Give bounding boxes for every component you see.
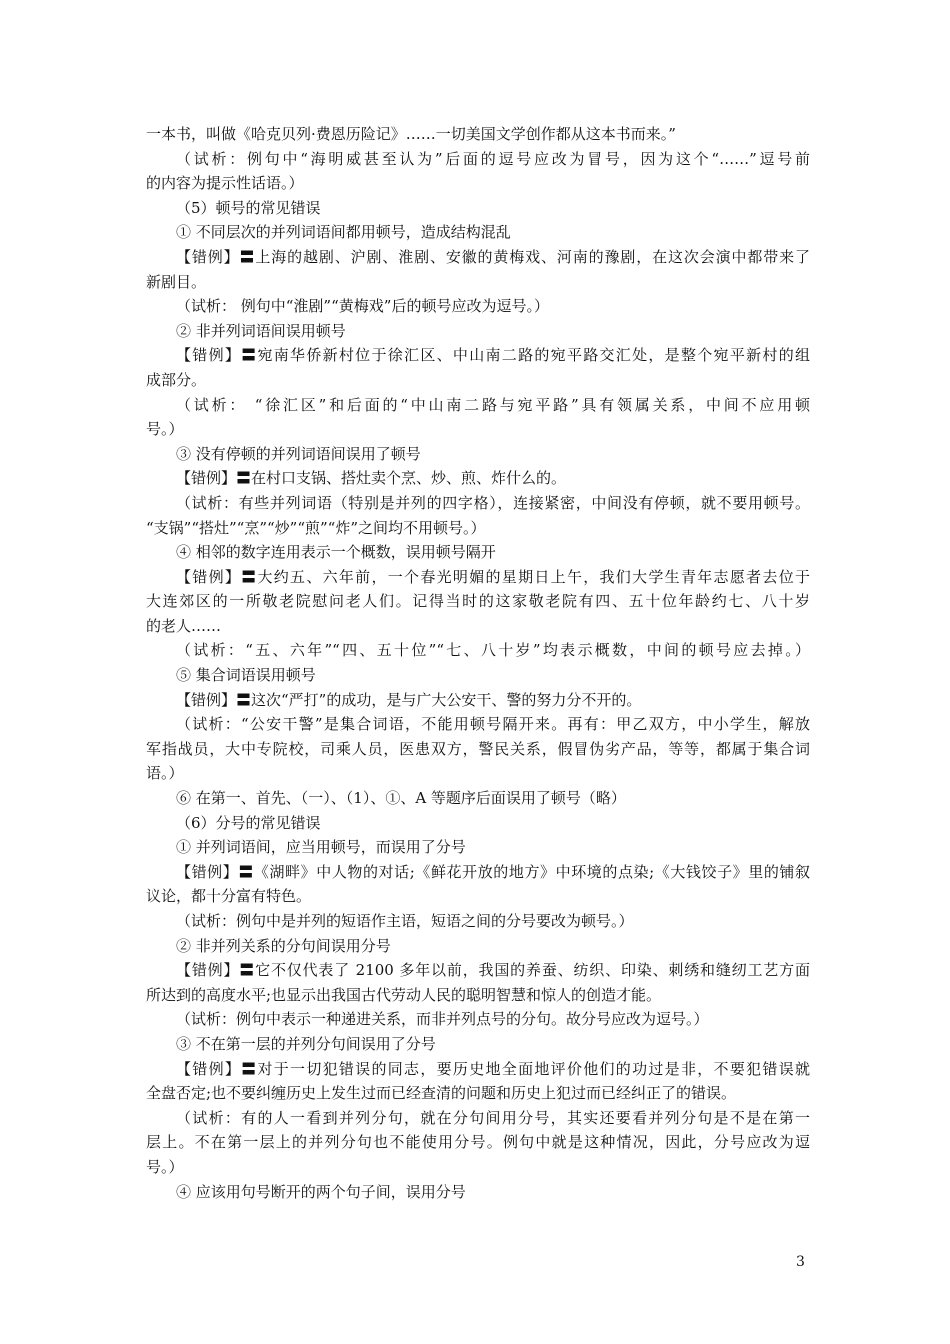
text-line: 一本书，叫做《哈克贝列·费恩历险记》……一切美国文学创作都从这本书而来。”: [146, 125, 676, 143]
text-line: 所达到的高度水平;也显示出我国古代劳动人民的聪明智慧和惊人的创造才能。: [146, 985, 662, 1004]
text-line: 议论，都十分富有特色。: [146, 887, 312, 906]
document-body: [146, 122, 810, 1204]
text-line: ④ 相邻的数字连用表示一个概数，误用顿号隔开: [176, 543, 496, 562]
text-line: 层上。不在第一层上的并列分句也不能使用分号。例句中就是这种情况，因此，分号应改为逗: [146, 1133, 810, 1152]
text-line: ② 非并列关系的分句间误用分号: [176, 936, 391, 955]
text-line: 军指战员，大中专院校，司乘人员，医患双方，警民关系，假冒伪劣产品，等等，都属于集合词: [146, 739, 810, 758]
text-line: 【错例】〓它不仅代表了 2100 多年以前，我国的养蚕、纺织、印染、刺绣和缝纫工艺方面: [176, 961, 810, 980]
text-line: ② 非并列词语间误用顿号: [176, 321, 346, 340]
text-line: ⑥ 在第一、首先、（一）、（1）、①、A 等题序后面误用了顿号（略）: [176, 789, 626, 808]
text-line: （试析：有些并列词语（特别是并列的四字格），连接紧密，中间没有停顿，就不要用顿号。: [176, 493, 810, 512]
text-line: 的老人……: [146, 616, 222, 635]
text-line: 全盘否定;也不要纠缠历史上发生过而已经查清的问题和历史上犯过而已经纠正了的错误。: [146, 1084, 737, 1103]
text-line: 号。）: [146, 420, 184, 439]
text-line: ① 不同层次的并列词语间都用顿号，造成结构混乱: [176, 223, 511, 242]
text-line: 【错例】〓这次“严打”的成功，是与广大公安干、警的努力分不开的。: [176, 690, 642, 709]
text-line: 号。）: [146, 1157, 184, 1176]
text-line: ① 并列词语间，应当用顿号，而误用了分号: [176, 838, 466, 857]
page-number: 3: [796, 1254, 805, 1270]
text-line: （试析：“公安干警”是集合词语，不能用顿号隔开来。再有：甲乙双方，中小学生，解放: [176, 715, 810, 734]
text-line: ④ 应该用句号断开的两个句子间，误用分号: [176, 1182, 466, 1201]
text-line: ⑤ 集合词语误用顿号: [176, 666, 316, 685]
text-line: 【错例】〓上海的越剧、沪剧、淮剧、安徽的黄梅戏、河南的豫剧，在这次会演中都带来了: [176, 247, 810, 266]
text-line: ③ 没有停顿的并列词语间误用了顿号: [176, 444, 421, 463]
text-line: （试析： 例句中“淮剧”“黄梅戏”后的顿号应改为逗号。）: [176, 297, 549, 316]
text-line: 成部分。: [146, 370, 207, 389]
text-line: 【错例】〓宛南华侨新村位于徐汇区、中山南二路的宛平路交汇处，是整个宛平新村的组: [176, 346, 810, 365]
text-line: （试析：例句中“海明威甚至认为”后面的逗号应改为冒号，因为这个“……”逗号前: [176, 149, 810, 168]
text-line: （6）分号的常见错误: [176, 813, 321, 832]
text-line: 【错例】〓大约五、六年前，一个春光明媚的星期日上午，我们大学生青年志愿者去位于: [176, 567, 810, 586]
text-line: 大连郊区的一所敬老院慰问老人们。记得当时的这家敬老院有四、五十位年龄约七、八十岁: [146, 592, 810, 611]
text-line: （试析：有的人一看到并列分句，就在分句间用分号，其实还要看并列分句是不是在第一: [176, 1108, 810, 1127]
text-line: （试析：“五、六年”“四、五十位”“七、八十岁”均表示概数，中间的顿号应去掉。）: [176, 641, 810, 660]
text-line: 【错例】〓在村口支锅、搭灶卖个烹、炒、煎、炸什么的。: [176, 469, 567, 488]
text-line: （试析： “徐汇区”和后面的“中山南二路与宛平路”具有领属关系，中间不应用顿: [176, 395, 810, 414]
text-line: 【错例】〓《湖畔》中人物的对话;《鲜花开放的地方》中环境的点染;《大钱饺子》里的铺叙: [176, 862, 810, 881]
text-line: 新剧目。: [146, 272, 207, 291]
text-line: 的内容为提示性话语。）: [146, 174, 304, 193]
text-line: “支锅”“搭灶”“烹”“炒”“煎”“炸”之间均不用顿号。）: [146, 518, 486, 537]
text-line: （试析：例句中是并列的短语作主语，短语之间的分号要改为顿号。）: [176, 912, 634, 930]
text-line: 【错例】〓对于一切犯错误的同志，要历史地全面地评价他们的功过是非，不要犯错误就: [176, 1059, 810, 1078]
text-line: （5）顿号的常见错误: [176, 198, 321, 217]
text-line: （试析：例句中表示一种递进关系，而非并列点号的分句。故分号应改为逗号。）: [176, 1010, 709, 1029]
text-line: ③ 不在第一层的并列分句间误用了分号: [176, 1034, 436, 1053]
text-line: 语。）: [146, 764, 184, 783]
